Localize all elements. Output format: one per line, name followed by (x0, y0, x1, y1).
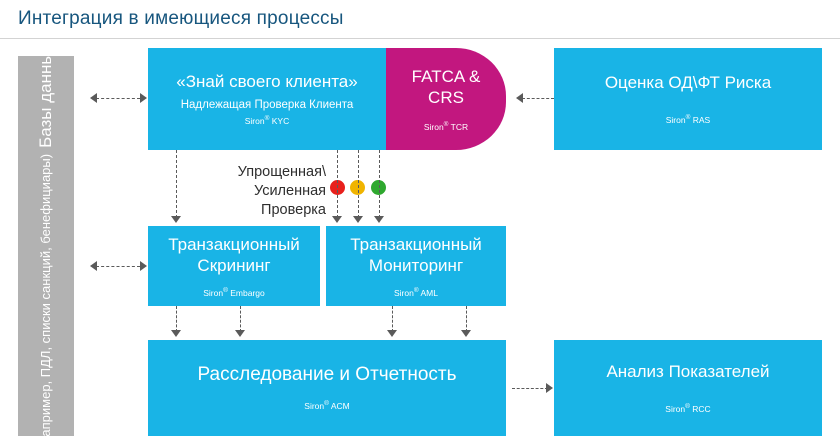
connector-screening-acm-1 (176, 306, 177, 332)
arrowhead-db-screening-left (90, 261, 97, 271)
kyc-product-sup: ® (264, 115, 270, 123)
connector-kyc-dot-green (379, 150, 380, 218)
kyc-product-suffix: KYC (269, 116, 290, 126)
rcc-product-sup: ® (685, 403, 690, 411)
ras-product-suffix: RAS (690, 115, 711, 125)
arrowhead-dot-green (374, 216, 384, 223)
rcc-product-suffix: RCC (689, 404, 711, 414)
ras-product-name: Siron (665, 115, 686, 125)
arrowhead-dot-red (332, 216, 342, 223)
rcc-product-name: Siron (665, 404, 686, 414)
transaction-monitoring-box[interactable] (326, 226, 506, 306)
page-title: Интеграция в имеющиеся процессы (18, 8, 344, 29)
due-diligence-line3: Проверка (261, 202, 326, 218)
screening-product-sup: ® (223, 286, 228, 294)
fatca-product-name: Siron (423, 121, 444, 132)
due-diligence-line2: Усиленная (253, 183, 326, 199)
database-box[interactable] (18, 43, 74, 448)
acm-product-suffix: ACM (328, 401, 350, 411)
due-diligence-label (210, 163, 326, 220)
risk-assessment-box[interactable] (554, 48, 822, 150)
kyc-title: «Знай своего клиента» (176, 72, 358, 91)
connector-screening-acm-2 (240, 306, 241, 332)
arrowhead-ras-fatca (516, 93, 523, 103)
connector-monitoring-acm-1 (392, 306, 393, 332)
fatca-product (424, 122, 468, 133)
screening-product-suffix: Embargo (227, 287, 265, 298)
kyc-product-name: Siron (244, 116, 265, 126)
risk-assessment-title: Оценка ОД\ФТ Риска (604, 73, 772, 92)
acm-product (304, 401, 349, 412)
arrowhead-dot-yellow (353, 216, 363, 223)
monitoring-product-sup: ® (413, 286, 419, 294)
ras-product (666, 115, 710, 126)
title-divider (0, 38, 840, 39)
connector-db-screening (96, 266, 140, 267)
arrowhead-db-kyc-right (140, 93, 147, 103)
kyc-box[interactable] (148, 48, 386, 150)
screening-product (203, 288, 265, 299)
database-title: Базы данных (36, 43, 55, 148)
acm-product-sup: ® (324, 400, 329, 408)
analytics-box[interactable] (554, 340, 822, 436)
database-label-group (36, 44, 56, 448)
transaction-screening-title: Транзакционный Скрининг (168, 234, 300, 275)
arrowhead-screening-acm-2 (235, 330, 245, 337)
connector-db-kyc (96, 98, 140, 99)
investigation-reporting-box[interactable] (148, 340, 506, 436)
fatca-product-suffix: TCR (448, 121, 469, 132)
arrowhead-db-kyc-left (90, 93, 97, 103)
investigation-reporting-title: Расследование и Отчетность (197, 364, 457, 385)
arrowhead-screening-acm-1 (171, 330, 181, 337)
kyc-product (245, 116, 289, 127)
arrowhead-monitoring-acm-1 (387, 330, 397, 337)
rcc-product (665, 404, 710, 415)
monitoring-product (394, 288, 438, 299)
arrowhead-monitoring-acm-2 (461, 330, 471, 337)
transaction-monitoring-title: Транзакционный Мониторинг (350, 234, 482, 275)
arrowhead-db-screening-right (140, 261, 147, 271)
connector-kyc-screening (176, 150, 177, 218)
connector-kyc-dot-yellow (358, 150, 359, 218)
transaction-screening-box[interactable] (148, 226, 320, 306)
connector-kyc-dot-red (337, 150, 338, 218)
connector-ras-fatca (522, 98, 554, 99)
ras-product-sup: ® (685, 114, 691, 122)
fatca-crs-title: FATCA & CRS (411, 66, 481, 107)
analytics-title: Анализ Показателей (606, 362, 770, 381)
connector-monitoring-acm-2 (466, 306, 467, 332)
fatca-crs-box[interactable] (386, 48, 506, 150)
monitoring-product-suffix: AML (418, 287, 438, 298)
acm-product-name: Siron (304, 401, 325, 411)
arrowhead-kyc-screening (171, 216, 181, 223)
database-subtitle: (например, ПДЛ, списки санкций, бенефициары) (38, 153, 53, 448)
connector-acm-rcc (512, 388, 548, 389)
due-diligence-line1: Упрощенная\ (237, 164, 326, 180)
monitoring-product-name: Siron (393, 287, 414, 298)
screening-product-name: Siron (203, 287, 224, 298)
arrowhead-acm-rcc (546, 383, 553, 393)
kyc-subtitle: Надлежащая Проверка Клиента (180, 99, 354, 111)
fatca-product-sup: ® (443, 120, 449, 128)
